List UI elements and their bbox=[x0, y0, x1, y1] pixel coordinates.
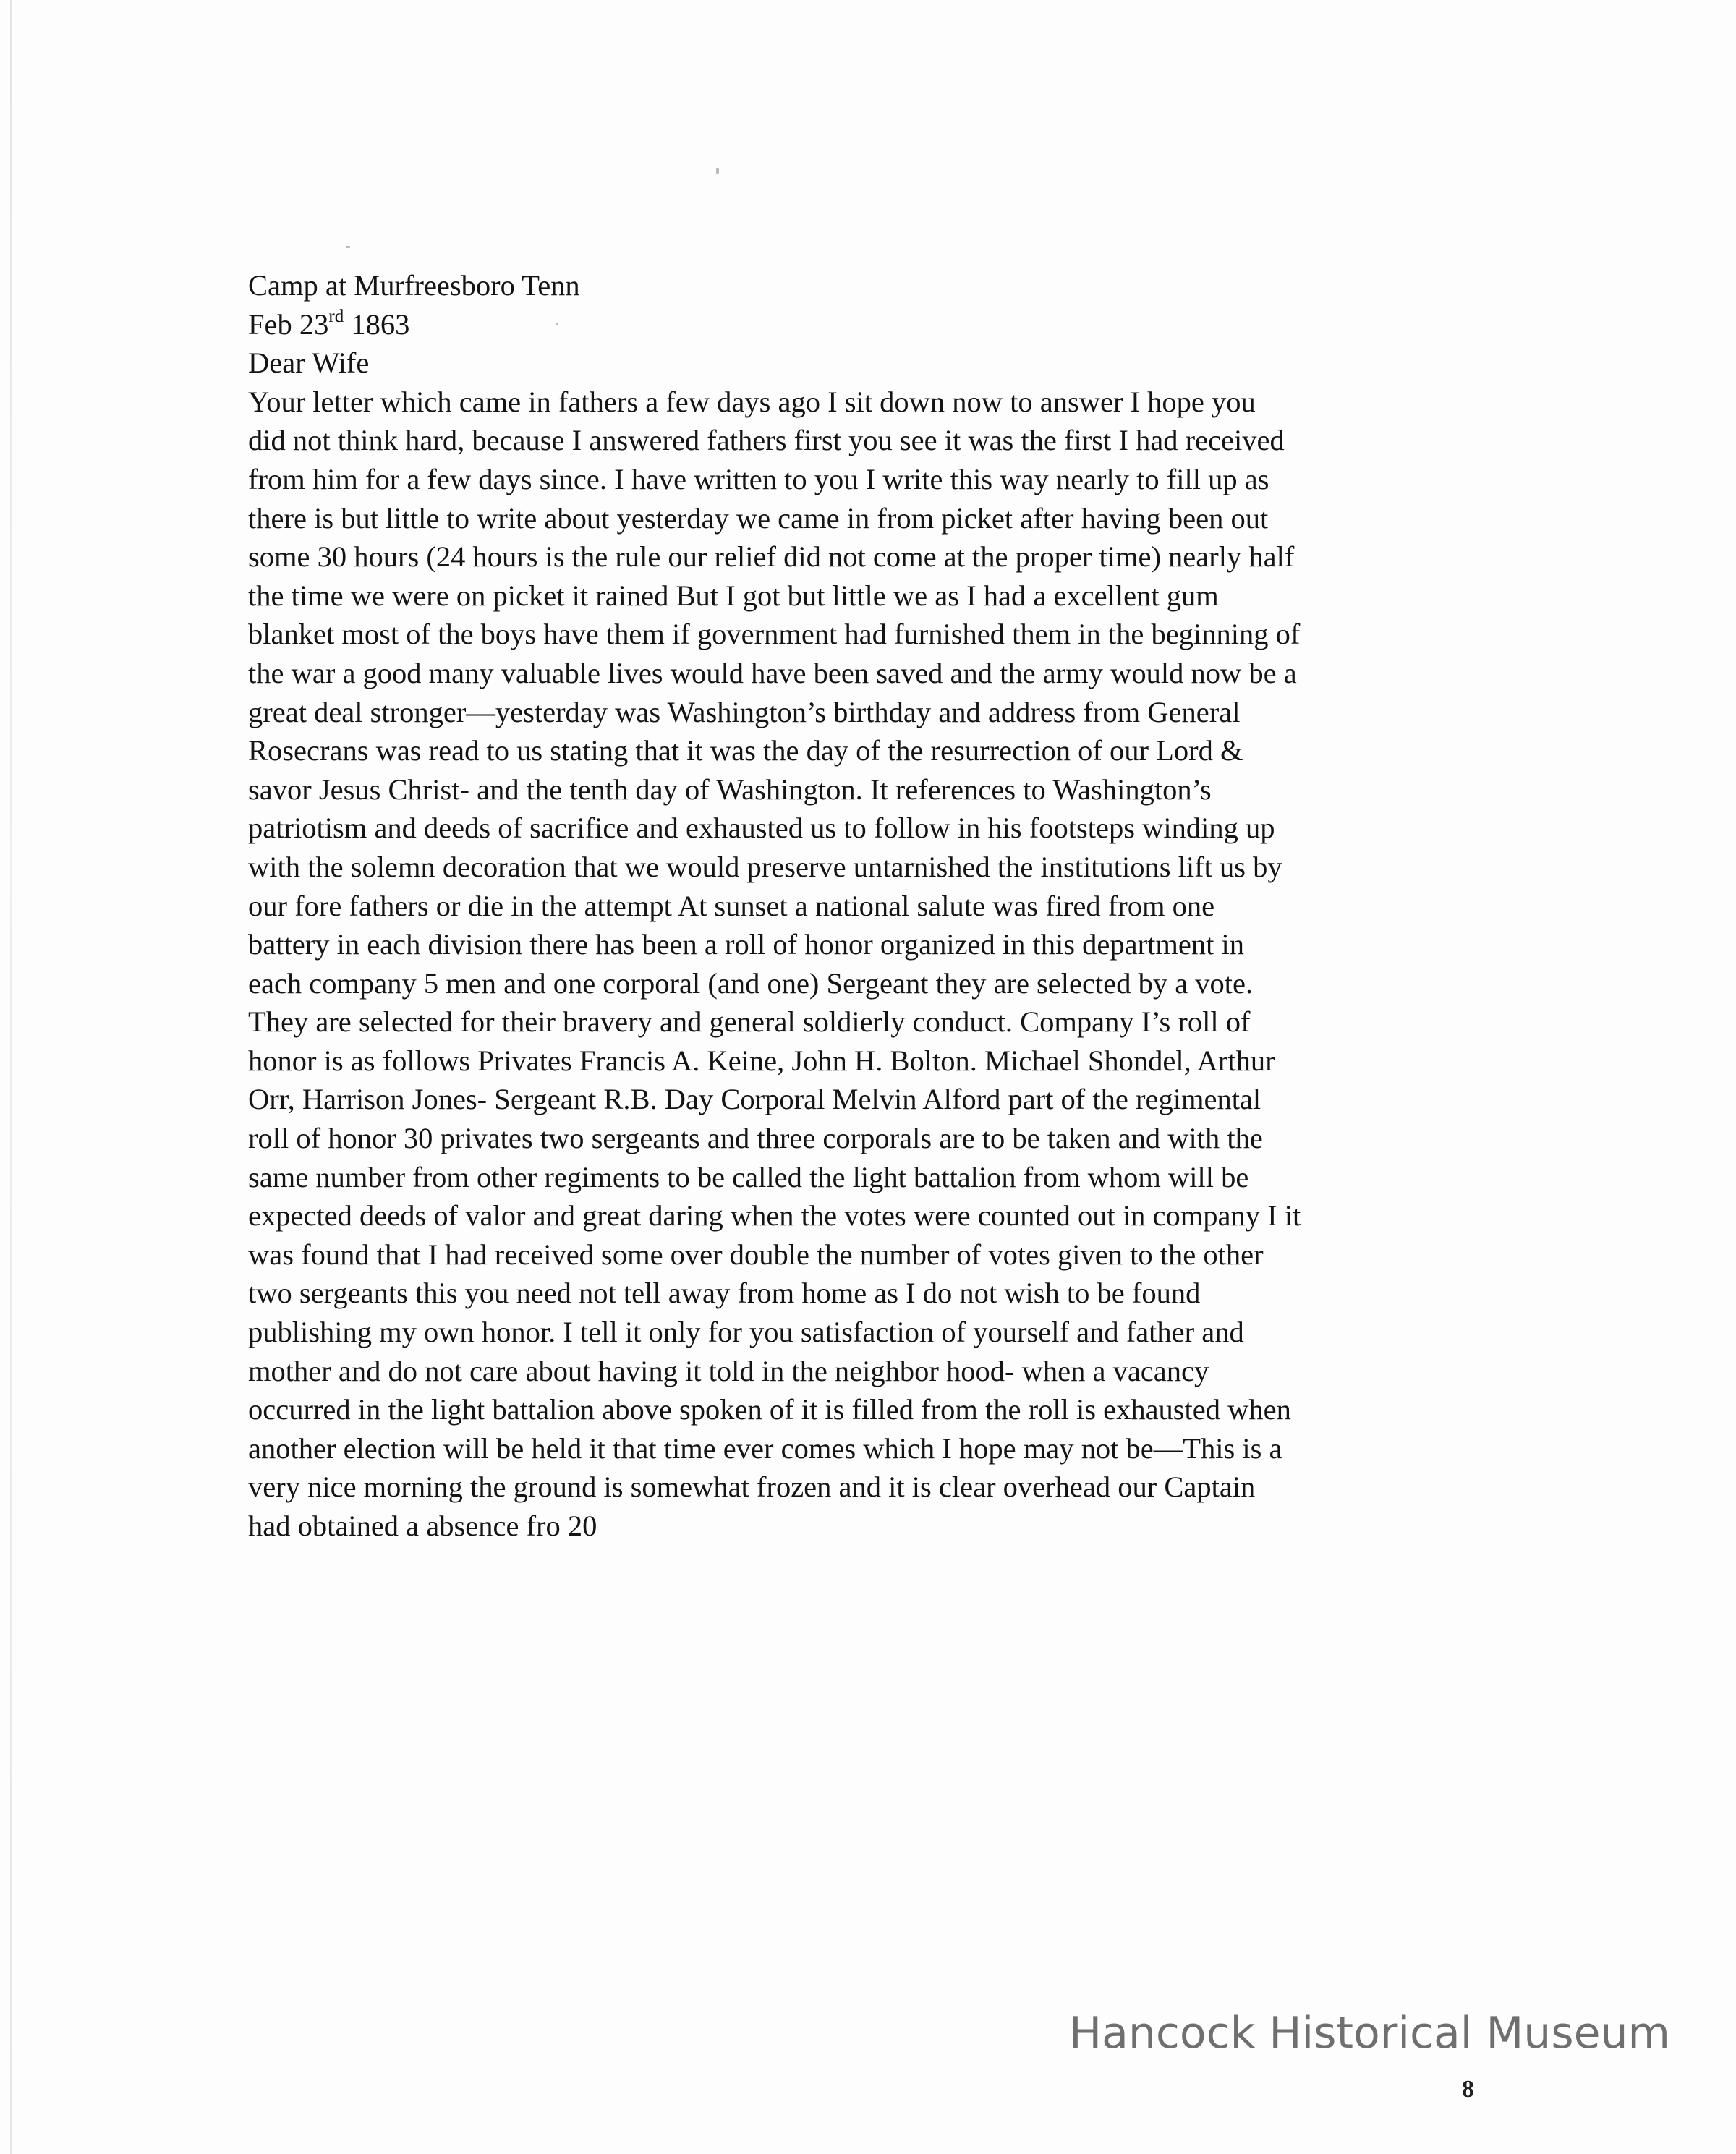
body-line: patriotism and deeds of sacrifice and exhausted us to follow in his footsteps winding up bbox=[248, 812, 1275, 845]
body-line: some 30 hours (24 hours is the rule our relief did not come at the proper time) nearly half bbox=[248, 540, 1295, 574]
body-line: the time we were on picket it rained But I got but little we as I had a excellent gum bbox=[248, 579, 1219, 612]
body-line: Orr, Harrison Jones- Sergeant R.B. Day Corporal Melvin Alford part of the regimental bbox=[248, 1083, 1261, 1116]
date-suffix: rd bbox=[328, 307, 344, 327]
body-line: was found that I had received some over double the number of votes given to the other bbox=[248, 1238, 1264, 1271]
body-line: each company 5 men and one corporal (and one) Sergeant they are selected by a vote. bbox=[248, 966, 1254, 1000]
body-line: great deal stronger—yesterday was Washington’s birthday and address from General bbox=[248, 695, 1241, 728]
body-line: honor is as follows Privates Francis A. Keine, John H. Bolton. Michael Shondel, Arthur bbox=[248, 1044, 1275, 1077]
page-number: 8 bbox=[1462, 2076, 1474, 2103]
body-line: did not think hard, because I answered fathers first you see it was the first I had received bbox=[248, 424, 1285, 457]
body-line: another election will be held it that time ever comes which I hope may not be—This is a bbox=[248, 1431, 1282, 1465]
date-month-day: Feb 23 bbox=[248, 307, 329, 341]
body-line: very nice morning the ground is somewhat frozen and it is clear overhead our Captain bbox=[248, 1470, 1256, 1504]
body-line: same number from other regiments to be called the light battalion from whom will be bbox=[248, 1160, 1249, 1193]
body-line: savor Jesus Christ- and the tenth day of Washington. It references to Washington’s bbox=[248, 772, 1212, 806]
body-line: two sergeants this you need not tell away from home as I do not wish to be found bbox=[248, 1277, 1201, 1310]
scan-edge-shadow bbox=[10, 0, 12, 2154]
letter-place: Camp at Murfreesboro Tenn bbox=[248, 269, 580, 302]
body-line: from him for a few days since. I have written to you I write this way nearly to fill up as bbox=[248, 462, 1269, 495]
body-line: publishing my own honor. I tell it only for you satisfaction of yourself and father and bbox=[248, 1316, 1244, 1349]
body-line: mother and do not care about having it told in the neighbor hood- when a vacancy bbox=[248, 1354, 1209, 1387]
letter-salutation: Dear Wife bbox=[248, 346, 370, 380]
body-line: with the solemn decoration that we would preserve untarnished the institutions lift us by bbox=[248, 850, 1282, 883]
scan-speck bbox=[346, 246, 350, 248]
body-line: the war a good many valuable lives would have been saved and the army would now be a bbox=[248, 656, 1297, 689]
body-line: roll of honor 30 privates two sergeants and three corporals are to be taken and with the bbox=[248, 1122, 1263, 1155]
museum-watermark: Hancock Historical Museum bbox=[1069, 2008, 1670, 2059]
scan-speck bbox=[716, 168, 719, 174]
body-line: occurred in the light battalion above spoken of it is filled from the roll is exhausted when bbox=[248, 1393, 1291, 1426]
body-line: Your letter which came in fathers a few days ago I sit down now to answer I hope you bbox=[248, 385, 1256, 418]
body-line: Rosecrans was read to us stating that it was the day of the resurrection of our Lord & bbox=[248, 734, 1243, 767]
body-line: They are selected for their bravery and general soldierly conduct. Company I’s roll of bbox=[248, 1005, 1251, 1039]
letter-text bbox=[248, 266, 1492, 1546]
body-line: blanket most of the boys have them if government had furnished them in the beginning of bbox=[248, 618, 1301, 651]
date-year: 1863 bbox=[344, 307, 410, 341]
body-line: there is but little to write about yesterday we came in from picket after having been out bbox=[248, 501, 1269, 535]
body-line: our fore fathers or die in the attempt At sunset a national salute was fired from one bbox=[248, 889, 1215, 922]
body-line: battery in each division there has been a roll of honor organized in this department in bbox=[248, 928, 1244, 961]
body-line: expected deeds of valor and great daring when the votes were counted out in company I it bbox=[248, 1199, 1301, 1233]
body-line: had obtained a absence fro 20 bbox=[248, 1510, 597, 1542]
letter-date bbox=[248, 305, 1492, 344]
